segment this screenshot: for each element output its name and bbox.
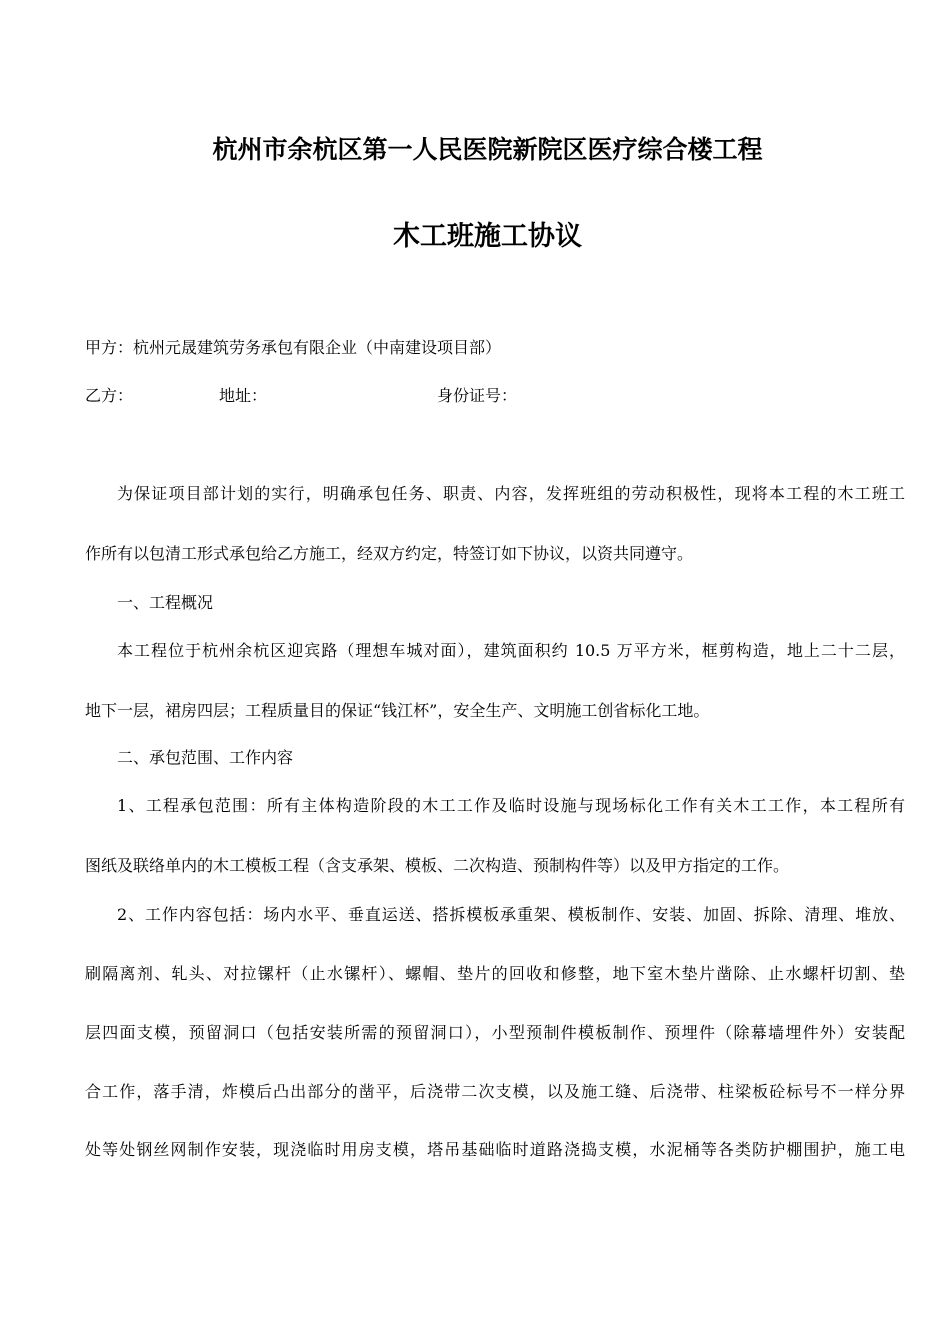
section1-paragraph-line: 本工程位于杭州余杭区迎宾路（理想车城对面），建筑面积约 10.5 万平方米，框剪构造，地上二十二层， bbox=[117, 641, 905, 660]
document-subtitle: 木工班施工协议 bbox=[393, 221, 582, 252]
item2-paragraph-line: 合工作，落手清，炸模后凸出部分的凿平，后浇带二次支模，以及施工缝、后浇带、柱梁板砼标号不一样分界 bbox=[85, 1082, 905, 1101]
item1-paragraph-line: 1、工程承包范围：所有主体构造阶段的木工工作及临时设施与现场标化工作有关木工工作，本工程所有 bbox=[117, 796, 905, 815]
item1-paragraph-line: 图纸及联络单内的木工模板工程（含支承架、模板、二次构造、预制构件等）以及甲方指定的工作。 bbox=[85, 856, 790, 875]
party-b-label: 乙方： bbox=[85, 386, 134, 405]
id-number-label: 身份证号： bbox=[437, 386, 518, 405]
section-heading: 一、工程概况 bbox=[117, 593, 214, 612]
item2-paragraph-line: 层四面支模，预留洞口（包括安装所需的预留洞口），小型预制件模板制作、预埋件（除幕墙埋件外）安装配 bbox=[85, 1023, 905, 1042]
item2-paragraph-line: 处等处钢丝网制作安装，现浇临时用房支模，塔吊基础临时道路浇捣支模，水泥桶等各类防护棚围护，施工电 bbox=[85, 1140, 905, 1159]
item2-paragraph-line: 刷隔离剂、轧头、对拉镙杆（止水镙杆）、螺帽、垫片的回收和修整，地下室木垫片凿除、止水螺杆切割、垫 bbox=[85, 964, 905, 983]
section1-paragraph-line: 地下一层，裙房四层；工程质量目的保证“钱江杯”，安全生产、文明施工创省标化工地。 bbox=[85, 701, 710, 720]
party-b-line bbox=[85, 385, 905, 407]
intro-paragraph-line: 为保证项目部计划的实行，明确承包任务、职责、内容，发挥班组的劳动积极性，现将本工程的木工班工 bbox=[117, 484, 905, 503]
section-heading: 二、承包范围、工作内容 bbox=[117, 748, 294, 767]
intro-paragraph-line: 作所有以包清工形式承包给乙方施工，经双方约定，特签订如下协议，以资共同遵守。 bbox=[85, 544, 694, 563]
party-a-line: 甲方：杭州元晟建筑劳务承包有限企业（中南建设项目部） bbox=[85, 338, 502, 357]
document-title: 杭州市余杭区第一人民医院新院区医疗综合楼工程 bbox=[212, 135, 763, 164]
address-label: 地址： bbox=[219, 386, 268, 405]
item2-paragraph-line: 2、工作内容包括：场内水平、垂直运送、搭拆模板承重架、模板制作、安装、加固、拆除、清理、堆放、 bbox=[117, 905, 905, 924]
